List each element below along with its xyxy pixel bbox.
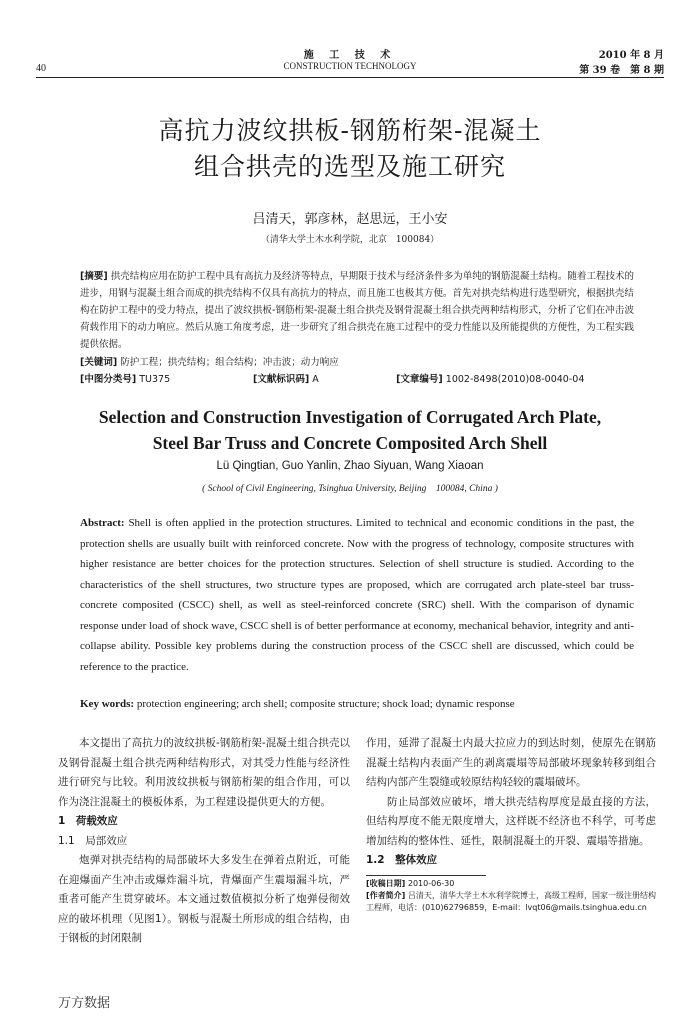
footnote-author-text: 吕清天，清华大学土木水利学院博士，高级工程师，国家一级注册结构工程师，电话：(010)62796859，E-mail：lvqt06@mails.tsinghua.edu.cn (366, 890, 657, 912)
abstract-cn-label: [摘要] (80, 271, 108, 282)
section-1-2-heading: 1.2 整体效应 (366, 854, 438, 866)
footnote-received-label: [收稿日期] (366, 878, 406, 888)
abstract-en (80, 513, 634, 677)
issue-volume: 第 39 卷 第 8 期 (579, 65, 664, 76)
keywords-en (80, 698, 634, 710)
keywords-cn-text: 防护工程；拱壳结构；组合结构；冲击波；动力响应 (120, 357, 339, 368)
abstract-en-text: Shell is often applied in the protection structures. Limited to technical and economic conditions in the past, the protection shells are usually built with reinforced concrete. Now with the progress of technology, composite structures with higher resistance are better choices for the protection structures. Selection of shell structure is studied. According to the characteristics of the shell structures, two structure types are proposed, which are corrugated arch plate-steel bar truss-concrete composited (CSCC) shell, as well as steel-reinforced concrete (SRC) shell. With the comparison of dynamic response under load of shock wave, CSCC shell is of better performance at economy, mechanical behavior, integrity and anti-collapse ability. Possible key problems during the construction process of the CSCC shell are discussed, which could be reference to the practice. (80, 517, 634, 673)
article-no-field (396, 371, 584, 385)
intro-paragraph: 本文提出了高抗力的波纹拱板-钢筋桁架-混凝土组合拱壳以及钢骨混凝土组合拱壳两种结构形式，对其受力性能与经济性进行研究与比较。利用波纹拱板与钢筋桁架的组合作用，可以作为浇注混凝土的模板体系，为工程建设提供更大的方便。 (58, 737, 350, 808)
footnote-author-label: [作者简介] (366, 890, 406, 900)
article-no-label: [文章编号] (396, 374, 443, 385)
clc-value: TU375 (139, 374, 171, 385)
page-number: 40 (36, 63, 46, 74)
header-rule (36, 77, 664, 78)
clc-field (80, 371, 250, 385)
section-1-1-heading: 1.1 局部效应 (58, 834, 128, 847)
journal-title-cn: 施 工 技 术 (303, 50, 397, 61)
footnote-received (366, 878, 656, 890)
doc-code-label: [文献标识码] (253, 374, 310, 385)
body-column-right (366, 734, 656, 914)
running-header (36, 36, 664, 76)
affiliation-cn: （清华大学土木水利学院，北京 100084） (260, 235, 440, 245)
keywords-cn (80, 354, 634, 368)
title-cn-line1: 高抗力波纹拱板-钢筋桁架-混凝土 (158, 116, 542, 145)
journal-title-en: CONSTRUCTION TECHNOLOGY (283, 61, 417, 71)
abstract-en-label: Abstract: (80, 517, 125, 529)
authors-en: Lü Qingtian, Guo Yanlin, Zhao Siyuan, Wang Xiaoan (216, 460, 484, 472)
doc-code-value: A (312, 374, 319, 385)
section-1-heading: 1 荷载效应 (58, 815, 118, 827)
body-column-left (58, 734, 350, 949)
abstract-cn (80, 268, 634, 353)
issue-date: 2010 年 8 月 (598, 50, 664, 61)
footnote-rule (366, 875, 486, 876)
affiliation-en: ( School of Civil Engineering, Tsinghua University, Beijing 100084, China ) (202, 484, 498, 494)
title-en-line2: Steel Bar Truss and Concrete Composited Arch Shell (152, 433, 548, 453)
right-paragraph-1: 作用，延滞了混凝土内最大拉应力的到达时刻，使原先在钢筋混凝土结构内表面产生的剥离震塌等局部破坏现象转移到组合结构内部产生裂缝或较原结构轻较的震塌破坏。 (366, 737, 656, 788)
keywords-en-label: Key words: (80, 698, 135, 710)
title-cn-line2: 组合拱壳的选型及施工研究 (193, 152, 506, 181)
right-paragraph-2: 防止局部效应破坏，增大拱壳结构厚度是最直接的方法，但结构厚度不能无限度增大，这样既不经济也不科学，可考虑增加结构的整体性、延性，限制混凝土的开裂、震塌等措施。 (366, 795, 656, 847)
keywords-en-text: protection engineering; arch shell; composite structure; shock load; dynamic response (136, 698, 515, 710)
classification-row (80, 371, 634, 385)
clc-label: [中图分类号] (80, 374, 137, 385)
abstract-cn-text: 拱壳结构应用在防护工程中具有高抗力及经济等特点，早期限于技术与经济条件多为单纯的钢筋混凝土结构。随着工程技术的进步，用钢与混凝土组合而成的拱壳结构不仅具有高抗力的特点，而且施工也极其方便。首先对拱壳结构进行选型研究，根据拱壳结构在防护工程中的受力特点，提出了波纹拱板-钢筋桁架-混凝土组合拱壳及钢骨混凝土组合拱壳两种结构形式，分析了它们在冲击波荷载作用下的动力响应。然后从施工角度考虑，进一步研究了组合拱壳在施工过程中的受力性能以及所能提供的方便性，为工程实践提供依据。 (80, 271, 634, 350)
keywords-cn-label: [关键词] (80, 357, 118, 368)
article-title-cn (36, 113, 664, 185)
watermark: 万方数据 (58, 996, 111, 1011)
footnote-author (366, 890, 656, 914)
authors-cn: 吕清天，郭彦林，赵思远，王小安 (252, 212, 448, 227)
section-1-1-paragraph: 炮弹对拱壳结构的局部破坏大多发生在弹着点附近，可能在迎爆面产生冲击或爆炸漏斗坑，背爆面产生震塌漏斗坑，严重者可能产生贯穿破坏。本文通过数值模拟分析了炮弹侵彻效应的破坏机理（见图1）。钢板与混凝土所形成的组合结构，由于钢板的封闭限制 (58, 854, 350, 944)
article-no-value: 1002-8498(2010)08-0040-04 (445, 374, 585, 385)
article-title-en (36, 404, 664, 456)
title-en-line1: Selection and Construction Investigation of Corrugated Arch Plate, (98, 407, 602, 427)
footnote-received-date: 2010-06-30 (407, 878, 455, 888)
doc-code-field (253, 371, 393, 385)
